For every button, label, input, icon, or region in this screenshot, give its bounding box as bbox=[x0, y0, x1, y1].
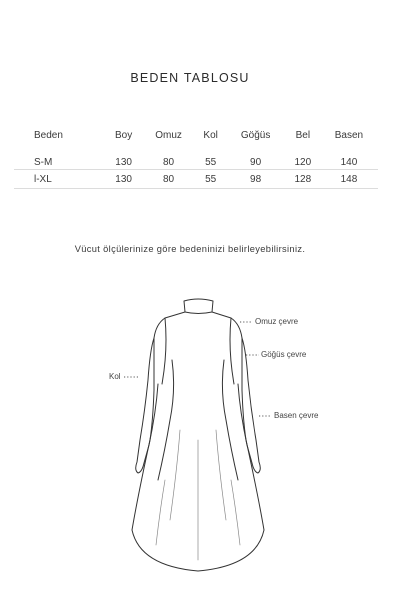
table-cell: 140 bbox=[340, 156, 358, 168]
table-cell: S-M bbox=[34, 156, 53, 168]
table-cell: 120 bbox=[294, 156, 312, 168]
dress-folds bbox=[156, 430, 240, 560]
header-boy: Boy bbox=[115, 129, 133, 141]
table-header-row bbox=[14, 124, 378, 146]
header-gogus: Göğüs bbox=[240, 129, 271, 141]
label-gogus: Göğüs çevre bbox=[261, 350, 307, 359]
table-cell: 80 bbox=[163, 156, 175, 168]
dress-illustration bbox=[0, 290, 400, 600]
dress-left-sleeve bbox=[136, 338, 158, 473]
table-cell: 55 bbox=[196, 170, 226, 189]
measure-note: Vücut ölçülerinize göre bedeninizi belirleyebilirsiniz. bbox=[74, 244, 306, 254]
header-kol: Kol bbox=[203, 129, 218, 141]
label-kol: Kol bbox=[109, 372, 121, 381]
table-cell: 130 bbox=[106, 170, 141, 189]
header-omuz: Omuz bbox=[155, 129, 182, 141]
header-beden: Beden bbox=[34, 129, 63, 141]
size-table bbox=[14, 124, 378, 189]
page-title: BEDEN TABLOSU bbox=[130, 71, 250, 85]
table-row bbox=[14, 146, 378, 170]
table-cell: 98 bbox=[225, 170, 285, 189]
table-cell: 55 bbox=[205, 156, 217, 168]
header-bel: Bel bbox=[295, 129, 311, 141]
table-cell: 128 bbox=[286, 170, 320, 189]
label-omuz: Omuz çevre bbox=[255, 317, 299, 326]
table-cell: 80 bbox=[141, 170, 196, 189]
table-row bbox=[14, 170, 378, 189]
label-basen: Basen çevre bbox=[274, 411, 319, 420]
table-cell: l-XL bbox=[14, 170, 106, 189]
dress-right-sleeve bbox=[238, 338, 260, 473]
header-basen: Basen bbox=[334, 129, 364, 141]
dress-collar bbox=[184, 299, 213, 314]
dress-armhole-seams bbox=[162, 318, 234, 384]
table-cell: 90 bbox=[250, 156, 262, 168]
table-cell: 130 bbox=[115, 156, 132, 168]
table-cell: 148 bbox=[320, 170, 378, 189]
